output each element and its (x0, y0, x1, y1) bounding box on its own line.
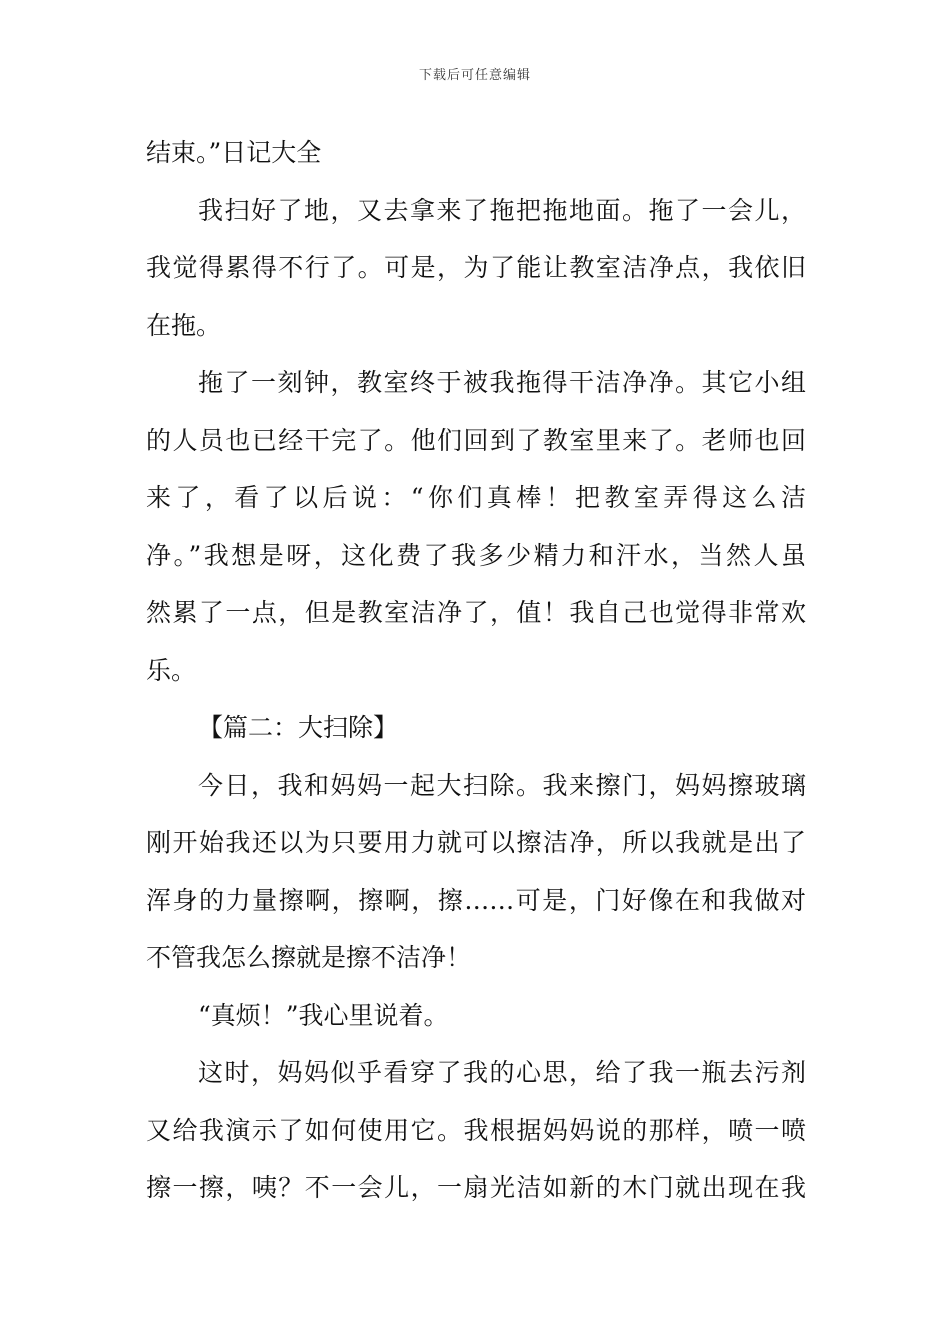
text-line: 乐。 (146, 655, 197, 685)
text-line: 我扫好了地，又去拿来了拖把拖地面。拖了一会儿， (198, 195, 806, 225)
text-line: 结束。”日记大全 (146, 138, 322, 167)
document-body (146, 124, 806, 1217)
section-heading: 【篇二：大扫除】 (198, 713, 399, 742)
text-line: 这时，妈妈似乎看穿了我的心思，给了我一瓶去污剂 (198, 1058, 806, 1087)
text-line: 又给我演示了如何使用它。我根据妈妈说的那样，喷一喷 (146, 1115, 806, 1145)
text-line: 在拖。 (146, 310, 222, 340)
text-line: 拖了一刻钟，教室终于被我拖得干洁净净。其它小组 (198, 368, 806, 397)
text-line: 然累了一点，但是教室洁净了，值！我自己也觉得非常欢 (146, 598, 806, 627)
text-line: 擦一擦，咦？不一会儿，一扇光洁如新的木门就出现在我 (146, 1173, 806, 1202)
page-header: 下载后可任意编辑 (418, 68, 531, 83)
text-line: 今日，我和妈妈一起大扫除。我来擦门，妈妈擦玻璃 (198, 770, 806, 800)
text-line: “真烦！”我心里说着。 (198, 1000, 449, 1030)
text-line: 净。”我想是呀，这化费了我多少精力和汗水，当然人虽 (146, 540, 806, 570)
text-line: 的人员也已经干完了。他们回到了教室里来了。老师也回 (146, 425, 806, 455)
text-line: 来了，看了以后说：“你们真棒！把教室弄得这么洁 (146, 483, 806, 512)
text-line: 刚开始我还以为只要用力就可以擦洁净，所以我就是出了 (146, 828, 806, 857)
text-line: 浑身的力量擦啊，擦啊，擦……可是，门好像在和我做对 (146, 885, 806, 915)
text-line: 我觉得累得不行了。可是，为了能让教室洁净点，我依旧 (146, 253, 806, 282)
text-line: 不管我怎么擦就是擦不洁净！ (146, 943, 472, 972)
